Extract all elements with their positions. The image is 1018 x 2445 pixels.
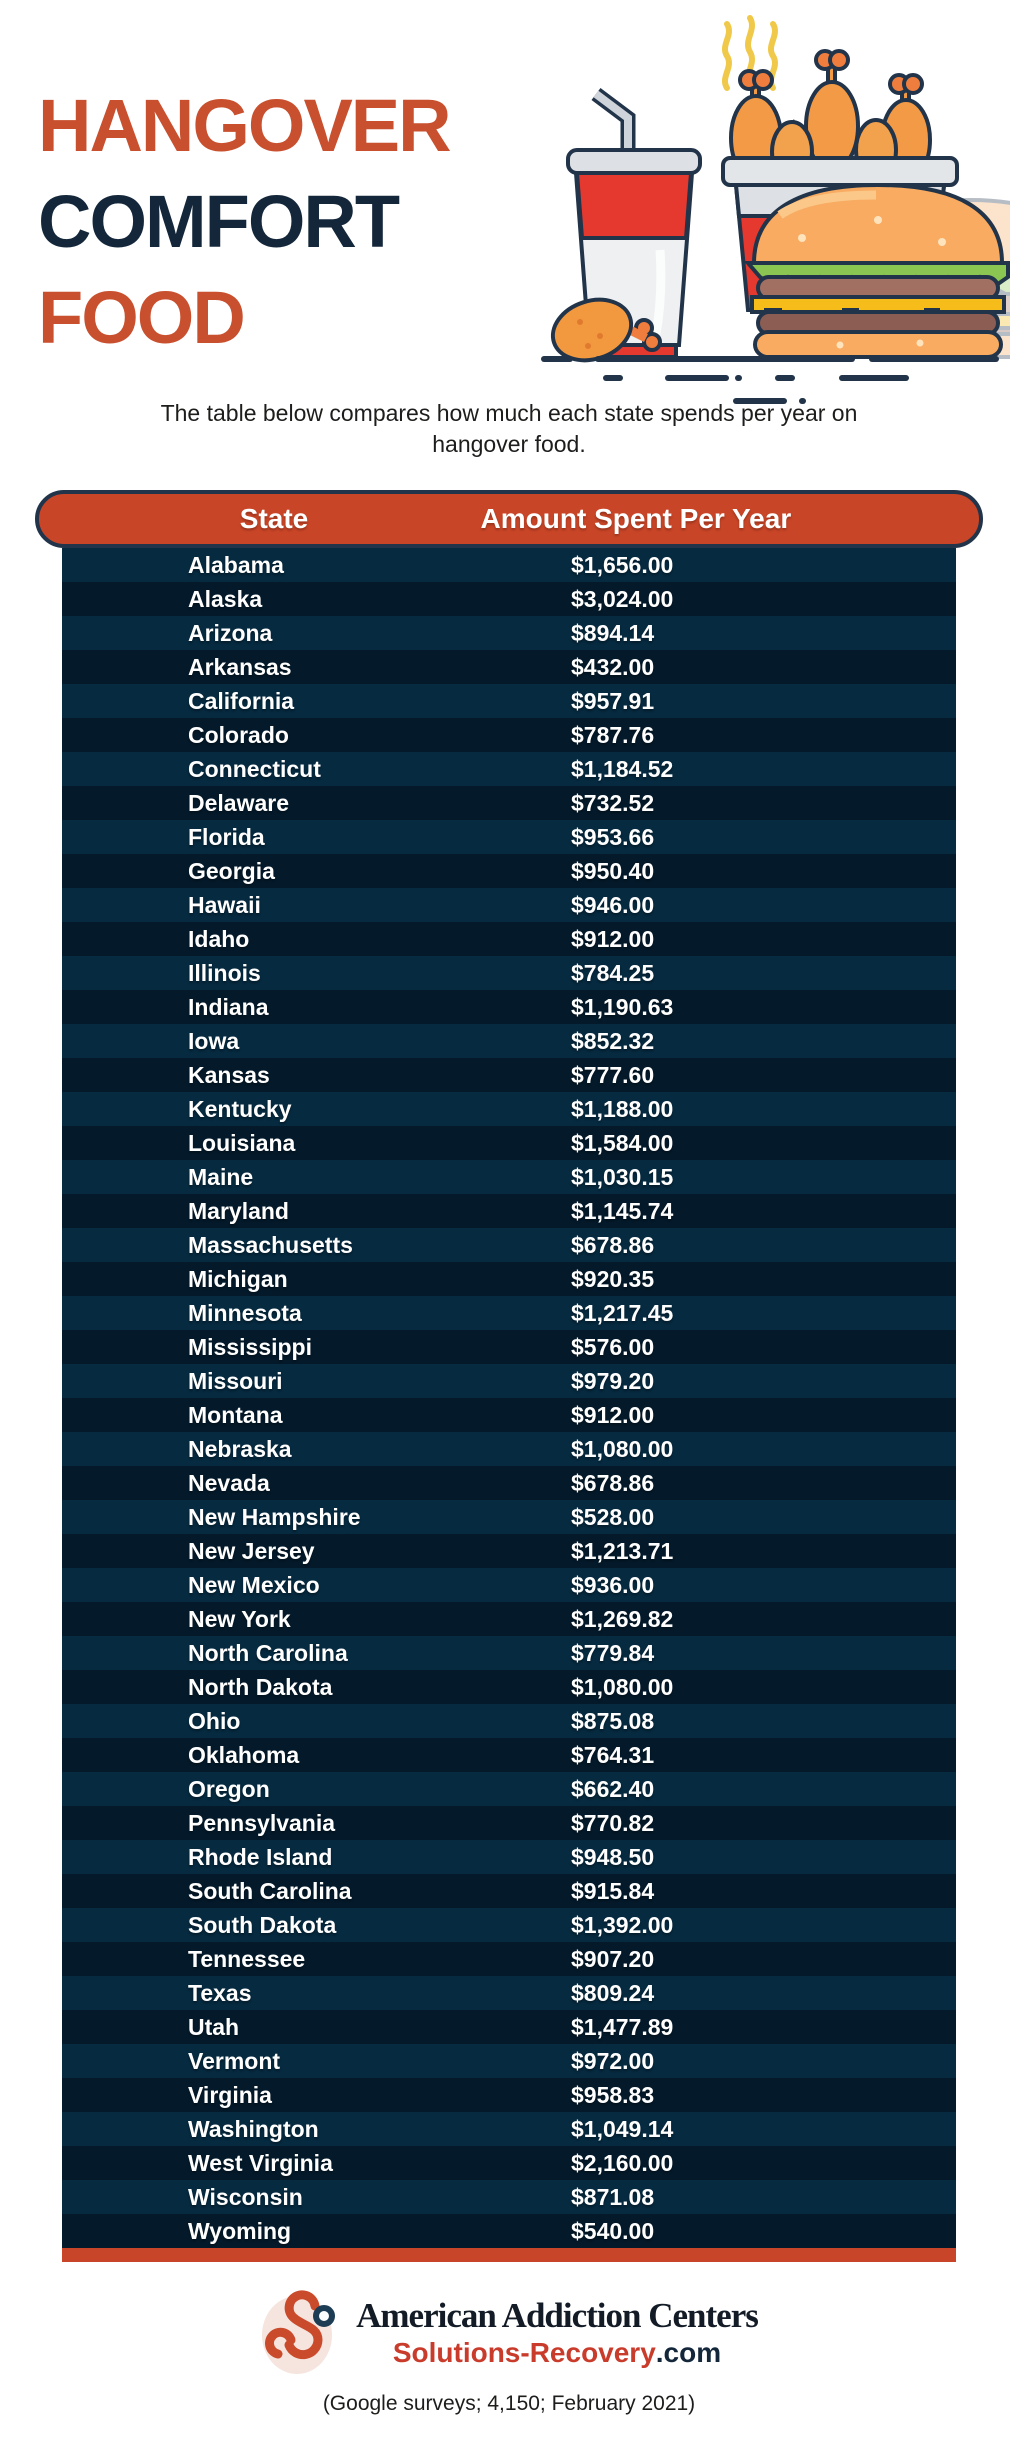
table-bottom-bar <box>62 2248 956 2262</box>
state-name: California <box>188 688 295 714</box>
table-row <box>62 616 956 650</box>
table-row <box>62 582 956 616</box>
masthead <box>0 0 1018 392</box>
state-name: Rhode Island <box>188 1844 333 1870</box>
table-row <box>62 2078 956 2112</box>
amount-value: $540.00 <box>571 2218 655 2244</box>
column-header-state: State <box>239 503 309 534</box>
table-row <box>62 990 956 1024</box>
state-name: Oklahoma <box>188 1742 300 1768</box>
amount-value: $950.40 <box>571 858 655 884</box>
state-name: Nevada <box>188 1470 270 1496</box>
amount-value: $915.84 <box>571 1878 655 1904</box>
amount-value: $958.83 <box>571 2082 655 2108</box>
table-row <box>62 1942 956 1976</box>
state-name: Connecticut <box>188 756 321 782</box>
table-row <box>62 2112 956 2146</box>
ground-lines-icon <box>544 359 996 401</box>
amount-value: $2,160.00 <box>571 2150 674 2176</box>
amount-value: $972.00 <box>571 2048 655 2074</box>
state-name: Maryland <box>188 1198 289 1224</box>
table-row <box>62 1602 956 1636</box>
table-row <box>62 1772 956 1806</box>
state-name: Tennessee <box>188 1946 306 1972</box>
state-name: West Virginia <box>188 2150 333 2176</box>
table-row <box>62 1126 956 1160</box>
table-row <box>62 1296 956 1330</box>
state-name: Indiana <box>188 994 269 1020</box>
state-name: Arizona <box>188 620 273 646</box>
table-row <box>62 2146 956 2180</box>
state-name: Wyoming <box>188 2218 292 2244</box>
state-name: Utah <box>188 2014 240 2040</box>
table-row <box>62 2010 956 2044</box>
state-name: Georgia <box>188 858 275 884</box>
state-name: Oregon <box>188 1776 270 1802</box>
table-row <box>62 1024 956 1058</box>
state-name: Kentucky <box>188 1096 292 1122</box>
amount-value: $1,080.00 <box>571 1436 674 1462</box>
table-row <box>62 1568 956 1602</box>
table-row <box>62 1092 956 1126</box>
amount-value: $1,030.15 <box>571 1164 674 1190</box>
table-row <box>62 2044 956 2078</box>
state-name: Alaska <box>188 586 263 612</box>
state-name: Nebraska <box>188 1436 292 1462</box>
state-name: North Carolina <box>188 1640 348 1666</box>
state-name: Delaware <box>188 790 290 816</box>
table-row <box>62 786 956 820</box>
amount-value: $732.52 <box>571 790 655 816</box>
amount-value: $1,269.82 <box>571 1606 674 1632</box>
footer <box>0 2290 1018 2416</box>
title-line-1: HANGOVER <box>38 84 450 167</box>
table-row <box>62 548 956 582</box>
site-name: Solutions-Recovery <box>392 2337 656 2368</box>
state-name: Ohio <box>188 1708 241 1734</box>
state-name: Florida <box>188 824 265 850</box>
brand-line <box>0 2290 1018 2376</box>
amount-value: $875.08 <box>571 1708 655 1734</box>
table-row <box>62 820 956 854</box>
table-row <box>62 1636 956 1670</box>
amount-value: $957.91 <box>571 688 655 714</box>
amount-value: $953.66 <box>571 824 655 850</box>
state-name: Vermont <box>188 2048 281 2074</box>
table-row <box>62 922 956 956</box>
amount-value: $1,184.52 <box>571 756 674 782</box>
state-name: New Mexico <box>188 1572 320 1598</box>
site-tld: .com <box>655 2337 722 2368</box>
amount-value: $3,024.00 <box>571 586 674 612</box>
amount-value: $1,213.71 <box>571 1538 674 1564</box>
state-name: Michigan <box>188 1266 288 1292</box>
state-name: South Carolina <box>188 1878 352 1904</box>
amount-value: $979.20 <box>571 1368 655 1394</box>
amount-value: $528.00 <box>571 1504 655 1530</box>
state-name: Texas <box>188 1980 252 2006</box>
table-row <box>62 1466 956 1500</box>
state-name: North Dakota <box>188 1674 333 1700</box>
state-name: Minnesota <box>188 1300 302 1326</box>
title-line-2: COMFORT <box>38 180 399 263</box>
amount-value: $946.00 <box>571 892 655 918</box>
state-name: Missouri <box>188 1368 283 1394</box>
amount-value: $1,145.74 <box>571 1198 674 1224</box>
amount-value: $912.00 <box>571 926 655 952</box>
table-row <box>62 1330 956 1364</box>
table-row <box>62 1058 956 1092</box>
amount-value: $678.86 <box>571 1470 655 1496</box>
amount-value: $1,477.89 <box>571 2014 674 2040</box>
table-row <box>62 1806 956 1840</box>
intro-text: The table below compares how much each state spends per year on hangover food. <box>160 400 858 457</box>
table-row <box>62 1194 956 1228</box>
amount-value: $894.14 <box>571 620 655 646</box>
amount-value: $948.50 <box>571 1844 655 1870</box>
amount-value: $1,217.45 <box>571 1300 674 1326</box>
table-row <box>62 2180 956 2214</box>
table-row <box>62 1908 956 1942</box>
state-name: Hawaii <box>188 892 261 918</box>
state-name: Illinois <box>188 960 261 986</box>
amount-value: $912.00 <box>571 1402 655 1428</box>
state-name: Kansas <box>188 1062 270 1088</box>
table-row <box>62 1160 956 1194</box>
amount-value: $787.76 <box>571 722 655 748</box>
table-row <box>62 1840 956 1874</box>
state-name: Iowa <box>188 1028 240 1054</box>
amount-value: $852.32 <box>571 1028 655 1054</box>
table-row <box>62 718 956 752</box>
table-row <box>62 752 956 786</box>
spend-table <box>35 490 983 2262</box>
amount-value: $871.08 <box>571 2184 655 2210</box>
state-name: Montana <box>188 1402 283 1428</box>
state-name: New York <box>188 1606 291 1632</box>
table-row <box>62 1874 956 1908</box>
burger-icon <box>748 185 1008 357</box>
state-name: Idaho <box>188 926 250 952</box>
table-row <box>62 1738 956 1772</box>
column-header-amount: Amount Spent Per Year <box>480 503 792 534</box>
table-row <box>62 1670 956 1704</box>
amount-value: $1,584.00 <box>571 1130 674 1156</box>
american-addiction-centers-logo <box>260 2290 342 2376</box>
table-row <box>62 1704 956 1738</box>
amount-value: $936.00 <box>571 1572 655 1598</box>
amount-value: $432.00 <box>571 654 655 680</box>
title-line-3: FOOD <box>38 276 244 359</box>
state-name: Washington <box>188 2116 319 2142</box>
site-link <box>356 2336 758 2370</box>
amount-value: $1,080.00 <box>571 1674 674 1700</box>
table-row <box>62 1500 956 1534</box>
amount-value: $1,392.00 <box>571 1912 674 1938</box>
state-name: Massachusetts <box>188 1232 353 1258</box>
amount-value: $809.24 <box>571 1980 655 2006</box>
amount-value: $576.00 <box>571 1334 655 1360</box>
state-name: Mississippi <box>188 1334 312 1360</box>
amount-value: $784.25 <box>571 960 655 986</box>
amount-value: $662.40 <box>571 1776 655 1802</box>
state-name: Virginia <box>188 2082 272 2108</box>
amount-value: $678.86 <box>571 1232 655 1258</box>
table-row <box>62 1398 956 1432</box>
state-name: New Hampshire <box>188 1504 361 1530</box>
table-row <box>62 2214 956 2248</box>
state-name: New Jersey <box>188 1538 315 1564</box>
state-name: Arkansas <box>188 654 292 680</box>
table-row <box>62 888 956 922</box>
amount-value: $777.60 <box>571 1062 655 1088</box>
amount-value: $1,188.00 <box>571 1096 674 1122</box>
state-name: Louisiana <box>188 1130 296 1156</box>
table-row <box>62 650 956 684</box>
state-name: Alabama <box>188 552 284 578</box>
table-row <box>62 1228 956 1262</box>
page-title <box>38 78 450 366</box>
table-row <box>62 1432 956 1466</box>
hangover-food-illustration <box>540 10 1010 410</box>
table-row <box>62 956 956 990</box>
state-name: Pennsylvania <box>188 1810 336 1836</box>
state-name: Maine <box>188 1164 254 1190</box>
amount-value: $764.31 <box>571 1742 655 1768</box>
table-header <box>35 490 983 548</box>
source-note: (Google surveys; 4,150; February 2021) <box>322 2392 696 2415</box>
amount-value: $1,049.14 <box>571 2116 674 2142</box>
brand-text <box>356 2296 758 2370</box>
table-row <box>62 684 956 718</box>
brand-name: American Addiction Centers <box>356 2296 758 2335</box>
table-row <box>62 854 956 888</box>
state-name: Colorado <box>188 722 289 748</box>
table-row <box>62 1534 956 1568</box>
amount-value: $770.82 <box>571 1810 655 1836</box>
table-body <box>62 548 956 2248</box>
table-row <box>62 1262 956 1296</box>
state-name: South Dakota <box>188 1912 337 1938</box>
state-name: Wisconsin <box>188 2184 303 2210</box>
amount-value: $1,190.63 <box>571 994 674 1020</box>
amount-value: $779.84 <box>571 1640 655 1666</box>
amount-value: $1,656.00 <box>571 552 674 578</box>
amount-value: $907.20 <box>571 1946 655 1972</box>
table-row <box>62 1364 956 1398</box>
amount-value: $920.35 <box>571 1266 655 1292</box>
table-row <box>62 1976 956 2010</box>
